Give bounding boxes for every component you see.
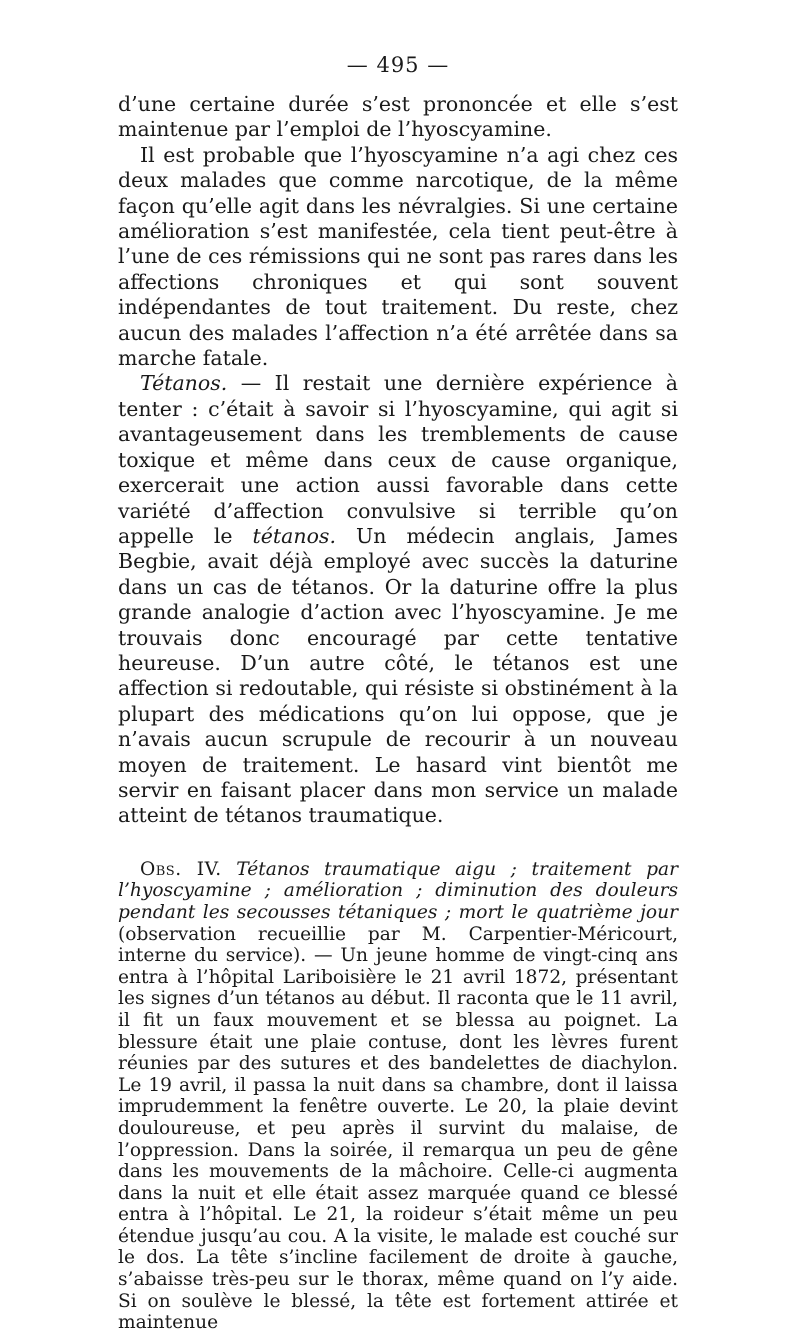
observation-block bbox=[118, 859, 678, 1334]
italic-text: Tétanos. bbox=[140, 371, 228, 396]
paragraph bbox=[118, 371, 678, 828]
italic-text: tétanos. bbox=[252, 523, 336, 548]
text-run: (observation recueillie par M. Carpentier-Méricourt, interne du service). — Un jeune homme de vingt-cinq ans entra à l’hôpital Lariboisière le 21 avril 1872, présentant les signes d’un tétanos au début. Il raconta que le 11 avril, il fit un faux mouvement et se blessa au poignet. La blessure était une plaie contuse, dont les lèvres furent réunies par des sutures et des bandelettes de diachylon. Le 19 avril, il passa la nuit dans sa chambre, dont il laissa imprudemment la fenêtre ouverte. Le 20, la plaie devint douloureuse, et peu après il survint du malaise, de l’oppression. Dans la soirée, il remarqua un peu de gêne dans les mouvements de la mâchoire. Celle-ci augmenta dans la nuit et elle était assez marquée quand ce blessé entra à l’hôpital. Le 21, la roideur s’était même un peu étendue jusqu’au cou. A la visite, le malade est couché sur le dos. La tête s’incline facilement de droite à gauche, s’abaisse très-peu sur le thorax, même quand on l’y aide. Si on soulève le blessé, la tête est fortement attirée et maintenue bbox=[118, 923, 678, 1334]
observation-paragraph bbox=[118, 859, 678, 1334]
text-run bbox=[222, 859, 237, 880]
paragraph bbox=[118, 92, 678, 143]
text-run: Il est probable que l’hyoscyamine n’a agi chez ces deux malades que comme narcotique, de la même façon qu’elle agit dans les névralgies. Si une certaine amélioration s’est manifestée, cela tient peut-être à l’une de ces rémissions qui ne sont pas rares dans les affections chroniques et qui sont souvent indépendantes de tout traitement. Du reste, chez aucun des malades l’affection n’a été arrêtée dans sa marche fatale. bbox=[118, 142, 678, 371]
text-run: — Il restait une dernière expérience à tenter : c’était à savoir si l’hyoscyamine, qui agit si avantageusement dans les tremblements de cause toxique et même dans ceux de cause organique, exercerait une action aussi favorable dans cette variété d’affection convulsive si terrible qu’on appelle le bbox=[118, 371, 678, 548]
text-run: Un médecin anglais, James Begbie, avait déjà employé avec succès la daturine dans un cas de tétanos. Or la daturine offre la plus grande analogie d’action avec l’hyoscyamine. Je me trouvais donc encouragé par cette tentative heureuse. D’un autre côté, le tétanos est une affection si redoutable, qui résiste si obstinément à la plupart des médications qu’on lui oppose, que je n’avais aucun scrupule de recourir à un nouveau moyen de traitement. Le hasard vint bientôt me servir en faisant placer dans mon service un malade atteint de tétanos traumatique. bbox=[118, 523, 678, 828]
paragraph bbox=[118, 143, 678, 372]
body-text bbox=[118, 92, 678, 829]
text-run: d’une certaine durée s’est prononcée et elle s’est maintenue par l’emploi de l’hyoscyamine. bbox=[118, 92, 678, 142]
page-number bbox=[118, 52, 678, 78]
page-number-text: — 495 — bbox=[346, 53, 450, 77]
italic-text: Tétanos traumatique aigu ; traitement par l’hyoscyamine ; amélioration ; diminution des douleurs pendant les secousses tétaniques ; mort le quatrième jour bbox=[118, 858, 678, 923]
observation-label: Obs. IV. bbox=[140, 858, 222, 880]
document-page bbox=[118, 52, 678, 1334]
